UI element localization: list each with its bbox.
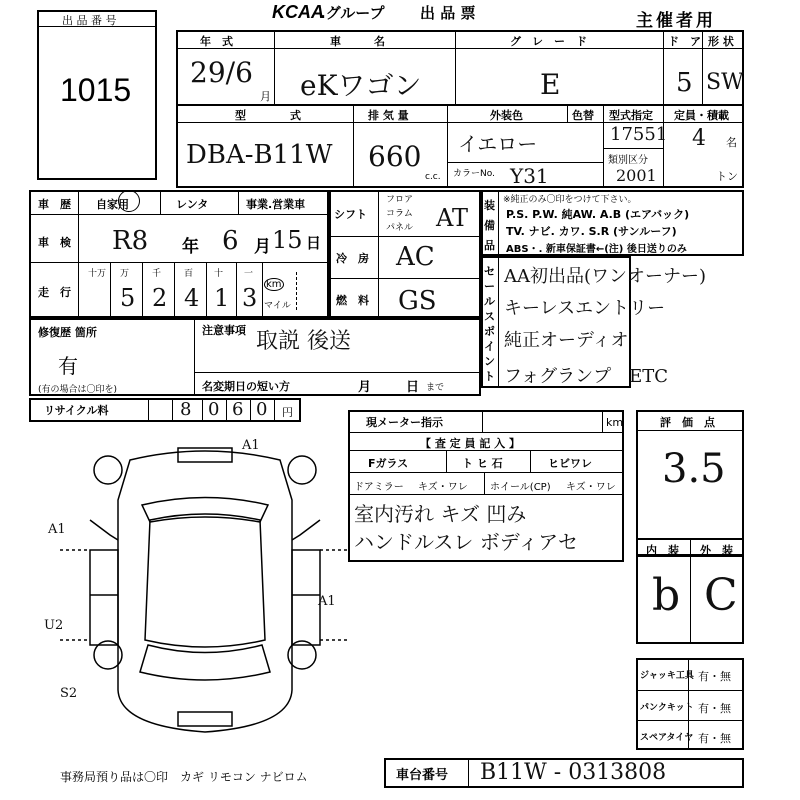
mileage-digit-10: 1: [214, 284, 230, 312]
equip-note: ※純正のみ〇印をつけて下さい。: [503, 195, 637, 205]
history-label: 車 歴: [38, 198, 71, 211]
recycle-label: リサイクル料: [44, 404, 109, 417]
lot-number-label: 出 品 番 号: [62, 14, 117, 27]
color-value: イエロー: [458, 132, 538, 156]
shaken-era: R8: [112, 226, 149, 256]
spare-tire-value: 有・無: [698, 732, 731, 745]
aircon-label: 冷 房: [336, 252, 369, 265]
shift-column: コラム: [386, 209, 413, 219]
damage-mark-front-right: A1: [242, 438, 260, 453]
recycle-digit-3: 6: [232, 399, 244, 420]
grade-label: グ レ ー ド: [510, 35, 587, 48]
color-change-label: 色替: [572, 109, 594, 122]
capacity-unit: 名: [726, 136, 737, 149]
equip-line-1: P.S. P.W. 純AW. A.B (エアバック): [506, 208, 690, 221]
door-value: 5: [676, 68, 693, 98]
shaken-month-unit: 月: [254, 237, 271, 257]
repair-label: 修復歴 箇所: [38, 326, 97, 339]
shaken-label: 車 検: [38, 236, 71, 249]
sales-point-1: AA初出品(ワンオーナー): [504, 266, 707, 287]
class-value: 2001: [616, 166, 657, 185]
shift-floor: フロア: [386, 195, 414, 205]
fuel-label: 燃 料: [336, 294, 369, 307]
inspector-comment-2: ハンドルスレ ボディアセ: [354, 530, 578, 554]
chassis-value: B11W - 0313808: [480, 760, 667, 785]
shift-panel: パネル: [386, 223, 414, 233]
class-label: 類別区分: [608, 155, 648, 166]
left-mirror: [90, 520, 118, 540]
inspector-header: 【 査 定 員 記 入 】: [420, 437, 520, 450]
windshield-label: Fガラス: [368, 457, 409, 470]
equip-vertical-label: 装備品: [484, 199, 495, 252]
grade-value: E: [540, 68, 561, 101]
cc-unit: c.c.: [425, 172, 441, 182]
color-no-label: カラーNo.: [453, 169, 495, 179]
sales-point-2: キーレスエントリー: [504, 298, 666, 319]
month-unit: 月: [260, 90, 271, 103]
shape-value: SW: [706, 70, 744, 95]
rear-bumper: [178, 712, 232, 726]
sales-points-vertical: セールスポイント: [484, 265, 495, 383]
model-spec-value: 17551: [610, 124, 668, 145]
group-label: .グループ: [320, 4, 385, 22]
recycle-unit: 円: [282, 406, 293, 419]
km-unit: km: [266, 279, 282, 290]
car-damage-diagram: [60, 440, 350, 740]
damage-mark-left-rear: U2: [44, 618, 64, 633]
mileage-digit-1: 3: [242, 284, 258, 312]
exterior-score: C: [704, 570, 738, 621]
front-grille: [178, 448, 232, 462]
short-period-label: 名変期日の短い方: [202, 380, 290, 393]
interior-label: 内 装: [646, 544, 679, 557]
model-value: DBA-B11W: [186, 140, 333, 170]
digit-1-label: 一: [244, 269, 254, 279]
damage-mark-left-bottom: S2: [60, 686, 78, 701]
damage-mark-left-front: A1: [48, 522, 66, 537]
mileage-digit-1k: 2: [152, 284, 168, 312]
aircon-value: AC: [396, 242, 435, 272]
car-body-outline: [118, 451, 292, 732]
fuel-value: GS: [398, 286, 437, 316]
lot-number: 1015: [60, 72, 132, 108]
equip-line-3: ABS・. 新車保証書←(注) 後日送りのみ: [506, 244, 687, 255]
meter-label: 現メーター指示: [366, 416, 443, 429]
history-commercial: 事業.営業車: [246, 198, 306, 211]
history-circle: [118, 190, 140, 212]
office-note: 事務局預り品は〇印 カギ リモコン ナビロム: [60, 770, 308, 784]
period-month-unit: 月: [358, 380, 372, 395]
period-until: まで: [426, 383, 445, 393]
car-roof: [145, 514, 265, 647]
spare-tire-label: スペアタイヤ: [640, 733, 694, 743]
mirror-options: キズ・ワレ: [418, 482, 468, 493]
wheel-label: ホイール(CP): [490, 482, 551, 493]
right-side-doors: [292, 550, 320, 645]
model-spec-label: 型式指定: [609, 109, 653, 122]
car-name-value: eKワゴン: [300, 69, 422, 102]
recycle-digit-2: 0: [208, 399, 220, 420]
shift-value: AT: [436, 204, 469, 232]
mileage-digit-10k: 5: [120, 284, 136, 312]
capacity-label: 定員・積載: [674, 109, 729, 122]
sales-point-3: 純正オーディオ: [504, 330, 629, 351]
sales-point-4: フォグランプ ETC: [504, 366, 669, 387]
inspector-comment-1: 室内汚れ キズ 凹み: [354, 502, 527, 526]
mileage-digit-100: 4: [184, 284, 200, 312]
shaken-month: 6: [222, 226, 239, 256]
jack-value: 有・無: [698, 670, 731, 683]
car-name-label: 車 名: [330, 35, 385, 48]
color-label: 外装色: [490, 109, 523, 122]
displacement-value: 660: [368, 140, 422, 173]
interior-score: b: [652, 570, 681, 621]
repair-value: 有: [58, 354, 78, 378]
wheel-options: キズ・ワレ: [566, 482, 616, 493]
windshield-options: ト ヒ 石: [462, 457, 503, 470]
history-rental: レンタ: [176, 198, 209, 211]
mirror-label: ドアミラー: [354, 482, 404, 493]
right-mirror: [292, 520, 320, 540]
kcaa-logo: KCAA: [272, 2, 324, 22]
capacity-value: 4: [692, 126, 706, 151]
form-title: 出 品 票: [420, 4, 476, 22]
digit-10k-label: 万: [120, 269, 130, 279]
ton-unit: トン: [716, 170, 738, 183]
puncture-kit-label: パンクキット: [640, 703, 694, 713]
notes-label: 注意事項: [202, 324, 246, 337]
wheel-fl: [94, 456, 122, 484]
mile-unit: マイル: [264, 301, 291, 311]
organizer-label: 主催者用: [636, 11, 716, 31]
shaken-year-unit: 年: [182, 237, 199, 257]
recycle-digit-1: 8: [180, 399, 192, 420]
jack-label: ジャッキ工具: [640, 671, 694, 681]
model-label: 型 式: [235, 109, 301, 122]
history-private: 自家用: [96, 198, 129, 211]
shaken-day: 15: [272, 226, 303, 254]
recycle-digit-4: 0: [256, 399, 268, 420]
wheel-fr: [288, 456, 316, 484]
score-value: 3.5: [662, 446, 726, 492]
period-day-unit: 日: [406, 380, 420, 395]
digit-10-label: 十: [214, 269, 224, 279]
chassis-label: 車台番号: [396, 768, 449, 783]
shift-label: シフト: [334, 208, 367, 221]
color-no-value: Y31: [510, 164, 549, 188]
notes-value: 取説 後送: [256, 329, 351, 354]
repair-note: (有の場合は〇印を): [38, 385, 118, 395]
shape-label: 形 状: [708, 35, 734, 48]
digit-100-label: 百: [184, 269, 194, 279]
digit-100k-label: 十万: [88, 269, 107, 279]
year-value: 29/6: [190, 56, 253, 89]
score-label: 評 価 点: [660, 416, 715, 429]
door-label: ド ア: [668, 35, 701, 48]
year-label: 年 式: [200, 35, 233, 48]
car-rear-window: [140, 645, 270, 680]
displacement-label: 排 気 量: [368, 109, 409, 122]
shaken-day-unit: 日: [306, 234, 322, 252]
left-side-doors: [90, 550, 118, 645]
windshield-crack-label: ヒビワレ: [548, 457, 592, 470]
exterior-label: 外 装: [700, 544, 733, 557]
damage-mark-right-side: A1: [318, 594, 336, 609]
meter-km-unit: km: [606, 416, 624, 429]
digit-1k-label: 千: [152, 269, 162, 279]
mileage-label: 走 行: [38, 286, 71, 299]
puncture-kit-value: 有・無: [698, 702, 731, 715]
equip-line-2: TV. ナビ. カワ. S.R (サンルーフ): [506, 225, 677, 238]
